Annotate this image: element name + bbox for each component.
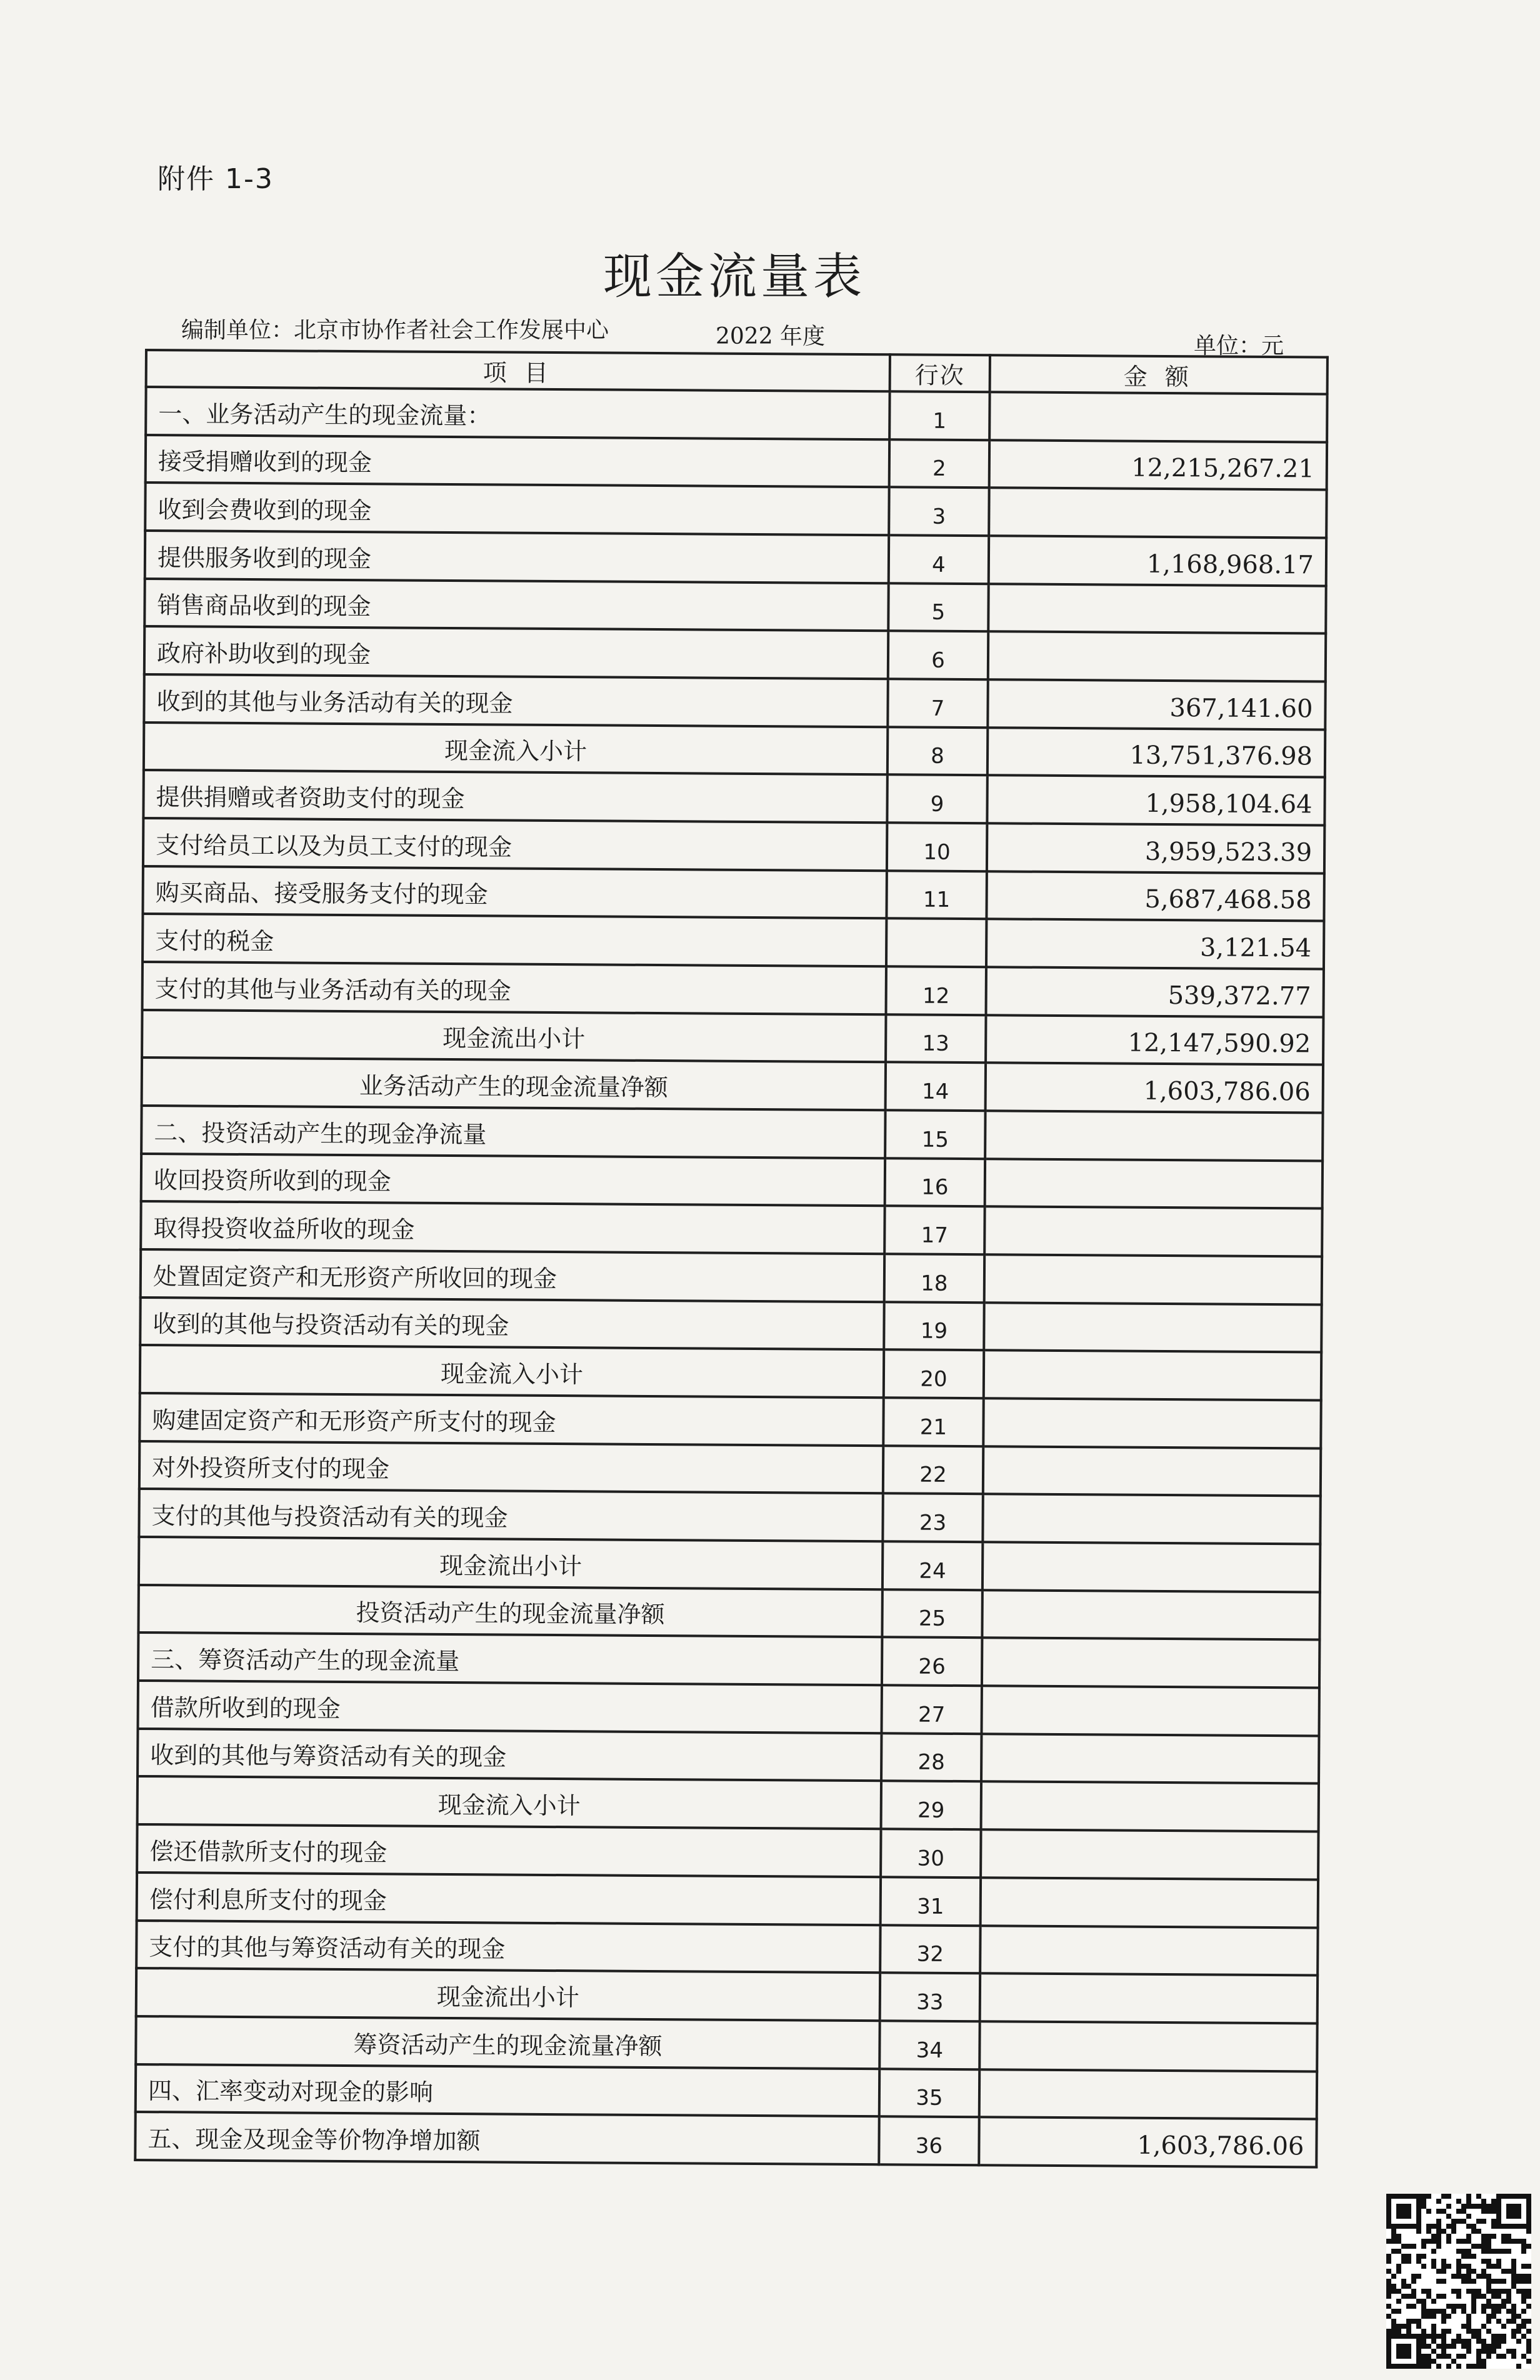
table-row <box>139 1393 1321 1448</box>
row-line-number: 29 <box>881 1781 981 1830</box>
row-amount <box>985 1111 1322 1161</box>
table-row <box>136 2016 1317 2071</box>
row-item-label: 收到会费收到的现金 <box>145 482 889 535</box>
table-body <box>135 387 1327 2167</box>
table-row <box>139 1489 1320 1544</box>
row-line-number: 33 <box>880 1972 980 2021</box>
row-amount: 367,141.60 <box>988 679 1325 729</box>
row-line-number: 26 <box>882 1638 982 1686</box>
row-line-number: 34 <box>879 2021 979 2069</box>
table-row <box>142 1058 1323 1112</box>
row-amount <box>982 1494 1320 1544</box>
table-row <box>138 1681 1319 1736</box>
row-line-number: 3 <box>889 488 989 536</box>
table-row <box>141 1154 1322 1209</box>
row-item-label: 提供服务收到的现金 <box>145 531 889 583</box>
row-amount <box>984 1302 1321 1352</box>
row-line-number: 25 <box>882 1589 982 1638</box>
row-amount <box>989 392 1327 442</box>
report-year: 2022 年度 <box>716 324 826 349</box>
row-amount <box>979 2021 1317 2071</box>
table-row <box>137 1872 1318 1928</box>
table-row <box>141 1249 1322 1304</box>
row-item-label: 处置固定资产和无形资产所收回的现金 <box>141 1249 884 1302</box>
row-amount: 1,958,104.64 <box>987 776 1324 826</box>
row-item-label: 现金流出小计 <box>139 1537 882 1589</box>
row-amount <box>982 1638 1319 1688</box>
table-row <box>137 1824 1318 1879</box>
row-amount <box>985 1159 1322 1209</box>
table-row <box>141 1106 1322 1161</box>
table-row <box>144 722 1325 778</box>
row-item-label: 支付的其他与投资活动有关的现金 <box>139 1489 882 1541</box>
row-line-number: 2 <box>889 439 989 488</box>
row-line-number: 10 <box>887 822 987 871</box>
row-amount <box>984 1207 1322 1257</box>
row-amount <box>981 1878 1318 1928</box>
row-item-label: 投资活动产生的现金流量净额 <box>138 1585 882 1638</box>
row-item-label: 现金流入小计 <box>144 722 888 775</box>
table-row <box>142 914 1324 969</box>
row-amount: 1,603,786.06 <box>979 2117 1316 2167</box>
row-amount <box>981 1734 1319 1784</box>
row-line-number: 6 <box>888 631 988 680</box>
row-item-label: 购建固定资产和无形资产所支付的现金 <box>139 1393 883 1446</box>
row-amount <box>982 1590 1319 1640</box>
row-item-label: 接受捐赠收到的现金 <box>146 435 889 488</box>
row-amount: 1,603,786.06 <box>986 1063 1323 1113</box>
row-amount <box>981 1829 1318 1879</box>
currency-unit: 单位：元 <box>1194 333 1284 359</box>
row-line-number: 17 <box>884 1206 984 1255</box>
table-row <box>135 2112 1316 2167</box>
row-item-label: 销售商品收到的现金 <box>144 579 888 631</box>
row-item-label: 支付给员工以及为员工支付的现金 <box>143 818 887 871</box>
row-amount: 3,959,523.39 <box>987 823 1324 873</box>
row-line-number: 9 <box>887 775 987 824</box>
row-amount: 12,147,590.92 <box>986 1015 1323 1065</box>
row-line-number: 13 <box>886 1014 986 1063</box>
row-amount <box>983 1446 1321 1496</box>
row-item-label: 借款所收到的现金 <box>138 1681 882 1733</box>
row-item-label: 现金流入小计 <box>140 1345 884 1398</box>
page-title: 现金流量表 <box>602 249 866 305</box>
row-item-label: 收到的其他与投资活动有关的现金 <box>140 1298 884 1350</box>
row-amount <box>988 584 1326 634</box>
table-row <box>138 1585 1319 1640</box>
row-line-number: 32 <box>880 1925 980 1974</box>
cash-flow-table <box>134 349 1329 2169</box>
row-item-label: 提供捐赠或者资助支付的现金 <box>143 770 887 822</box>
table-row <box>140 1298 1321 1352</box>
row-line-number <box>886 919 986 968</box>
row-line-number: 27 <box>881 1685 981 1734</box>
table-row <box>144 674 1325 729</box>
row-item-label: 支付的其他与筹资活动有关的现金 <box>136 1920 880 1972</box>
row-amount <box>981 1686 1319 1736</box>
row-amount <box>980 1926 1318 1976</box>
row-item-label: 支付的其他与业务活动有关的现金 <box>142 962 886 1014</box>
row-item-label: 收到的其他与筹资活动有关的现金 <box>138 1729 881 1781</box>
row-amount: 1,168,968.17 <box>989 536 1326 586</box>
row-line-number: 31 <box>881 1877 981 1926</box>
row-item-label: 偿付利息所支付的现金 <box>137 1872 881 1925</box>
row-line-number: 30 <box>881 1829 981 1878</box>
table-row <box>143 770 1324 825</box>
row-amount: 5,687,468.58 <box>986 871 1324 921</box>
table-row <box>141 1201 1322 1256</box>
table-row <box>144 626 1326 681</box>
row-line-number: 36 <box>879 2116 979 2165</box>
row-item-label: 业务活动产生的现金流量净额 <box>142 1058 886 1110</box>
row-item-label: 现金流出小计 <box>136 1968 880 2021</box>
row-line-number: 4 <box>889 535 989 584</box>
row-item-label: 偿还借款所支付的现金 <box>137 1824 881 1877</box>
row-amount: 539,372.77 <box>986 967 1324 1017</box>
row-item-label: 收回投资所收到的现金 <box>141 1154 885 1206</box>
table-row <box>142 1010 1323 1065</box>
row-line-number: 1 <box>889 391 989 440</box>
table-row <box>136 2064 1317 2119</box>
row-line-number: 15 <box>885 1110 985 1159</box>
row-line-number: 11 <box>886 871 986 919</box>
table-row <box>145 482 1326 538</box>
row-amount <box>982 1542 1320 1592</box>
row-line-number: 5 <box>888 583 988 632</box>
header-amount: 金 额 <box>990 355 1328 394</box>
row-line-number: 7 <box>888 679 988 728</box>
table-row <box>136 1920 1318 1975</box>
row-line-number: 18 <box>884 1254 984 1302</box>
table-row <box>142 962 1324 1017</box>
table-row <box>142 866 1324 921</box>
row-line-number: 20 <box>884 1350 984 1399</box>
row-item-label: 支付的税金 <box>142 914 886 966</box>
row-item-label: 收到的其他与业务活动有关的现金 <box>144 674 888 727</box>
row-line-number: 21 <box>883 1398 983 1446</box>
row-amount <box>979 2069 1317 2119</box>
compiler-unit: 编制单位：北京市协作者社会工作发展中心 <box>181 318 609 343</box>
row-item-label: 四、汇率变动对现金的影响 <box>136 2064 879 2116</box>
row-amount <box>981 1782 1319 1832</box>
row-line-number: 14 <box>886 1062 986 1111</box>
row-amount <box>984 1254 1322 1304</box>
row-amount <box>988 632 1326 682</box>
row-line-number: 22 <box>883 1446 983 1494</box>
row-item-label: 三、筹资活动产生的现金流量 <box>138 1632 882 1685</box>
table-row <box>138 1776 1319 1831</box>
table-row <box>136 1968 1318 2023</box>
row-item-label: 购买商品、接受服务支付的现金 <box>142 866 886 919</box>
row-item-label: 现金流入小计 <box>138 1776 881 1829</box>
row-amount <box>980 1973 1318 2023</box>
attachment-label: 附件 1-3 <box>158 163 274 195</box>
row-amount: 12,215,267.21 <box>989 440 1327 490</box>
row-line-number: 23 <box>882 1494 982 1542</box>
table-row <box>138 1729 1319 1784</box>
row-line-number: 19 <box>884 1302 984 1351</box>
header-item: 项 目 <box>146 350 890 391</box>
row-amount <box>984 1351 1321 1401</box>
row-item-label: 取得投资收益所收的现金 <box>141 1201 884 1254</box>
table-row <box>145 531 1326 586</box>
row-item-label: 现金流出小计 <box>142 1010 886 1062</box>
table-row <box>139 1537 1320 1592</box>
qr-code-icon <box>1386 2194 1531 2369</box>
row-line-number: 12 <box>886 966 986 1015</box>
table-row <box>140 1345 1321 1400</box>
header-line-no: 行次 <box>890 354 990 392</box>
table-row <box>138 1632 1319 1688</box>
row-item-label: 政府补助收到的现金 <box>144 626 888 679</box>
row-amount <box>983 1398 1321 1448</box>
row-amount: 13,751,376.98 <box>988 728 1325 778</box>
row-line-number: 28 <box>881 1733 981 1782</box>
table-row <box>146 387 1327 442</box>
row-item-label: 一、业务活动产生的现金流量： <box>146 387 889 439</box>
row-item-label: 筹资活动产生的现金流量净额 <box>136 2016 879 2069</box>
table-row <box>144 579 1326 634</box>
row-item-label: 对外投资所支付的现金 <box>139 1441 883 1494</box>
row-item-label: 五、现金及现金等价物净增加额 <box>135 2112 879 2164</box>
row-line-number: 16 <box>885 1158 985 1207</box>
row-line-number: 24 <box>882 1541 982 1590</box>
row-item-label: 二、投资活动产生的现金净流量 <box>141 1106 885 1158</box>
row-amount <box>989 488 1326 538</box>
row-amount: 3,121.54 <box>986 919 1324 969</box>
row-line-number: 8 <box>888 727 988 776</box>
table-row <box>146 435 1327 490</box>
table-row <box>139 1441 1321 1496</box>
row-line-number: 35 <box>879 2069 979 2118</box>
table-row <box>143 818 1324 873</box>
